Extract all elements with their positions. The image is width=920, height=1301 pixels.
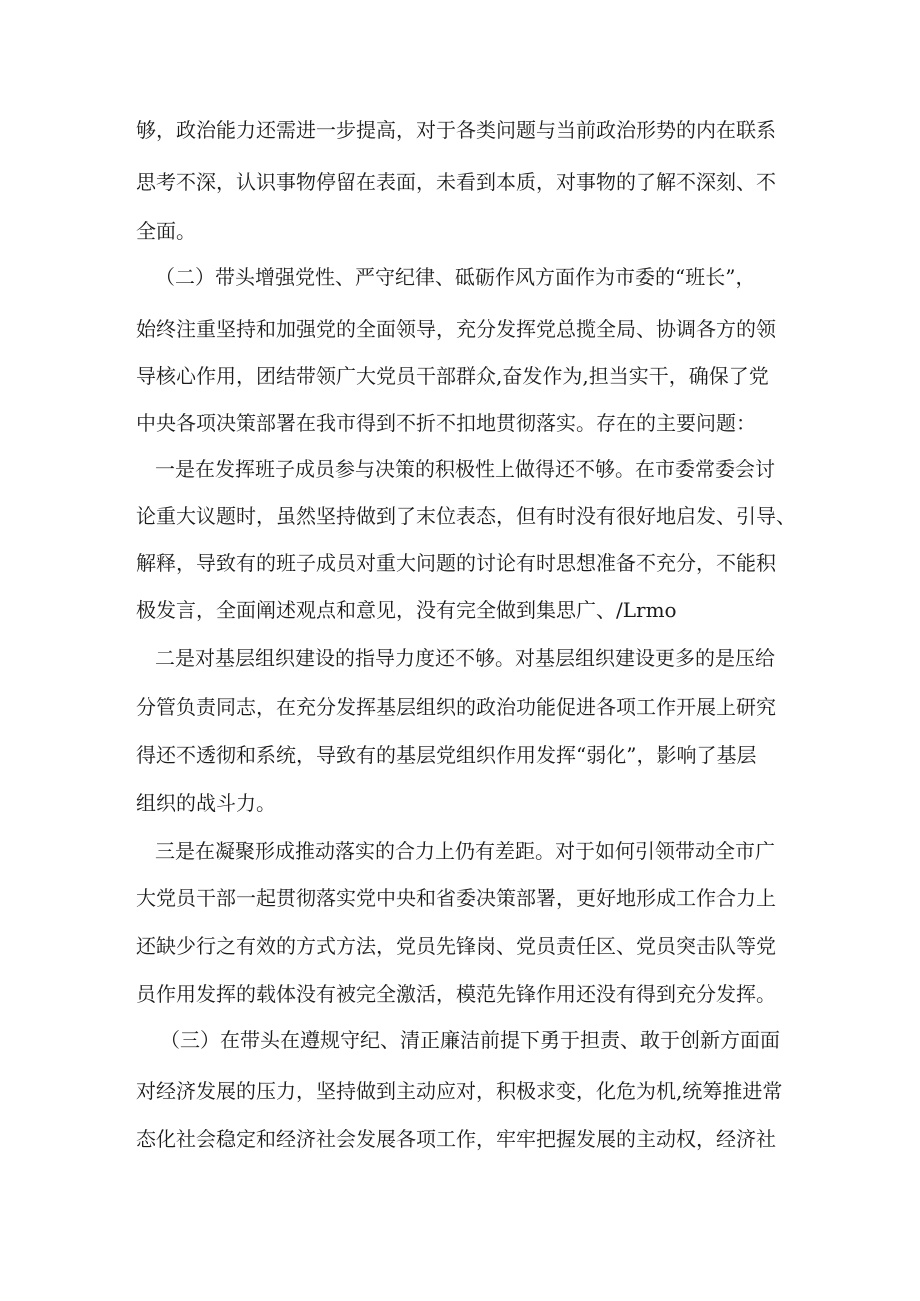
text-line: 大党员干部一起贯彻落实党中央和省委决策部署，更好地形成工作合力上 — [136, 886, 776, 910]
text-line: 解释，导致有的班子成员对重大问题的讨论有时思想准备不充分，不能积 — [136, 551, 776, 575]
text-line: 极发言，全面阐述观点和意见，没有完全做到集思广、/Lrmo — [136, 598, 677, 622]
section-heading-line: （三）在带头在遵规守纪、清正廉洁前提下勇于担责、敢于创新方面面 — [160, 1028, 780, 1052]
text-line: 对经济发展的压力，坚持做到主动应对，积极求变，化危为机,统筹推进常 — [136, 1079, 783, 1103]
section-heading-line: （二）带头增强党性、严守纪律、砥砺作风方面作为市委的“班长”， — [155, 265, 756, 289]
text-line: 一是在发挥班子成员参与决策的积极性上做得还不够。在市委常委会讨 — [155, 457, 775, 481]
text-line: 思考不深，认识事物停留在表面，未看到本质，对事物的了解不深刻、不 — [136, 170, 776, 194]
text-line: 态化社会稳定和经济社会发展各项工作，牢牢把握发展的主动权，经济社 — [136, 1127, 776, 1151]
text-line: 二是对基层组织建设的指导力度还不够。对基层组织建设更多的是压给 — [155, 646, 775, 670]
text-line: 够，政治能力还需进一步提高，对于各类问题与当前政治形势的内在联系 — [136, 118, 776, 142]
text-line: 还缺少行之有效的方式方法，党员先锋岗、党员责任区、党员突击队等党 — [136, 934, 776, 958]
text-line: 中央各项决策部署在我市得到不折不扣地贯彻落实。存在的主要问题： — [136, 411, 756, 435]
text-line: 始终注重坚持和加强党的全面领导，充分发挥党总揽全局、协调各方的领 — [136, 317, 776, 341]
text-line: 员作用发挥的载体没有被完全激活，模范先锋作用还没有得到充分发挥。 — [136, 982, 776, 1006]
text-line: 导核心作用，团结带领广大党员干部群众,奋发作为,担当实干，确保了党 — [136, 364, 769, 388]
text-line: 全面。 — [136, 219, 196, 243]
text-line: 分管负责同志，在充分发挥基层组织的政治功能促进各项工作开展上研究 — [136, 695, 776, 719]
text-line: 得还不透彻和系统，导致有的基层党组织作用发挥“弱化”，影响了基层 — [136, 743, 757, 767]
text-line: 论重大议题时，虽然坚持做到了末位表态，但有时没有很好地启发、引导、 — [136, 504, 796, 528]
text-line: 三是在凝聚形成推动落实的合力上仍有差距。对于如何引领带动全市广 — [155, 839, 775, 863]
text-line: 组织的战斗力。 — [136, 791, 276, 815]
